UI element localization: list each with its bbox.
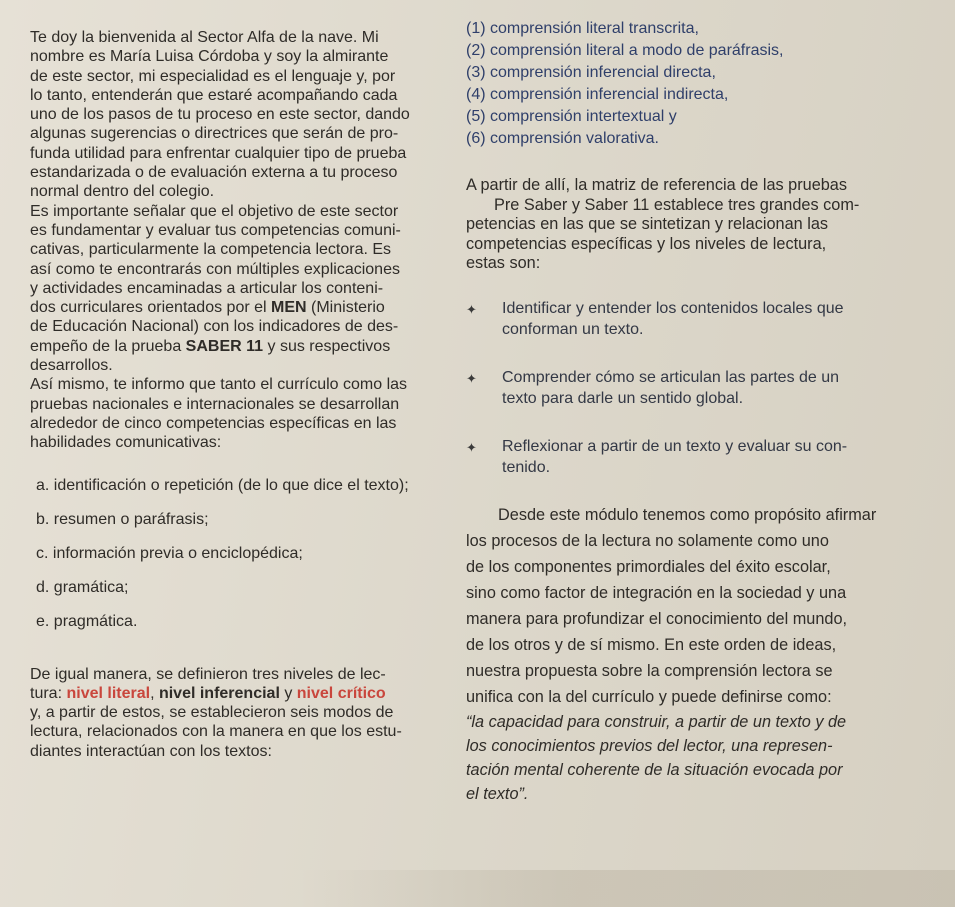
text-line: los conocimientos previos del lector, una represen- xyxy=(466,736,833,755)
text-line: petencias en las que se sintetizan y relacionan las xyxy=(466,215,829,234)
text-line: estandarizada o de evaluación externa a tu proceso xyxy=(30,164,398,182)
welcome-paragraph xyxy=(30,28,440,202)
text-fragment: y xyxy=(279,684,297,702)
level-critico-highlight: nivel crítico xyxy=(296,684,386,702)
purpose-paragraph xyxy=(466,502,948,710)
four-point-star-icon: ✦ xyxy=(466,439,477,455)
saber-11-label: SABER 11 xyxy=(185,337,264,355)
text-line: de los otros y de sí mismo. En este orden de ideas, xyxy=(466,635,837,654)
text-line: sino como factor de integración en la sociedad y una xyxy=(466,583,847,602)
text-line: lo tanto, entenderán que estaré acompañando cada xyxy=(30,86,398,104)
left-column xyxy=(30,28,440,761)
text-line: tenido. xyxy=(502,458,551,476)
text-line: unifica con la del currículo y puede definirse como: xyxy=(466,687,832,706)
list-item: d. gramática; xyxy=(36,578,129,596)
text-line: y actividades encaminadas a articular los conteni- xyxy=(30,279,384,297)
text-line: algunas sugerencias o directrices que serán de pro- xyxy=(30,125,399,143)
text-line: y, a partir de estos, se establecieron seis modos de xyxy=(30,704,394,722)
text-line: cativas, particularmente la competencia lectora. Es xyxy=(30,241,392,259)
reading-comprehension-definition-quote xyxy=(466,710,948,806)
competency-bullet xyxy=(466,298,948,340)
text-line: los procesos de la lectura no solamente como uno xyxy=(466,531,829,550)
text-line: funda utilidad para enfrentar cualquier tipo de prueba xyxy=(30,144,407,162)
text-fragment: empeño de la prueba xyxy=(30,337,186,355)
text-line xyxy=(30,684,440,703)
reading-mode-item: (5) comprensión intertextual y xyxy=(466,108,677,125)
competency-bullet xyxy=(466,436,948,478)
text-line: de los componentes primordiales del éxito escolar, xyxy=(466,557,831,576)
text-line: conforman un texto. xyxy=(502,320,644,338)
objective-paragraph xyxy=(30,202,440,376)
page-bottom-decoration xyxy=(300,870,955,907)
text-line: texto para darle un sentido global. xyxy=(502,389,744,407)
text-line: Así mismo, te informo que tanto el currículo como las xyxy=(30,376,408,394)
text-line: desarrollos. xyxy=(30,357,113,375)
competencies-list xyxy=(30,469,440,639)
text-line: Comprender cómo se articulan las partes de un xyxy=(502,368,840,386)
text-line xyxy=(30,337,440,356)
reading-mode-item: (6) comprensión valorativa. xyxy=(466,130,659,147)
reading-levels-paragraph xyxy=(30,665,440,761)
reading-mode-item: (4) comprensión inferencial indirecta, xyxy=(466,86,729,103)
text-line: de Educación Nacional) con los indicadores de des- xyxy=(30,318,399,336)
text-line: Identificar y entender los contenidos locales que xyxy=(502,299,844,317)
text-line: es fundamentar y evaluar tus competencias comuni- xyxy=(30,221,401,239)
text-line: “la capacidad para construir, a partir de un texto y de xyxy=(466,712,847,731)
curriculum-paragraph xyxy=(30,375,440,452)
text-fragment: (Ministerio xyxy=(306,299,385,317)
text-line: pruebas nacionales e internacionales se desarrollan xyxy=(30,395,400,413)
text-line: diantes interactúan con los textos: xyxy=(30,742,272,760)
text-line: normal dentro del colegio. xyxy=(30,183,215,201)
text-line: Pre Saber y Saber 11 establece tres grandes com- xyxy=(494,195,860,214)
matrix-paragraph xyxy=(466,176,948,274)
reading-mode-item: (3) comprensión inferencial directa, xyxy=(466,64,716,81)
text-line: A partir de allí, la matriz de referencia de las pruebas xyxy=(466,176,847,194)
text-line: nombre es María Luisa Córdoba y soy la almirante xyxy=(30,48,389,66)
text-line: manera para profundizar el conocimiento del mundo, xyxy=(466,609,848,628)
text-line: alrededor de cinco competencias específicas en las xyxy=(30,414,397,432)
list-item: a. identificación o repetición (de lo que dice el texto); xyxy=(36,476,409,494)
list-item: b. resumen o paráfrasis; xyxy=(36,510,209,528)
text-fragment: dos curriculares orientados por el xyxy=(30,299,272,317)
text-line: nuestra propuesta sobre la comprensión lectora se xyxy=(466,661,833,680)
text-line: Es importante señalar que el objetivo de este sector xyxy=(30,202,399,220)
level-literal-highlight: nivel literal xyxy=(66,684,151,702)
text-line: de este sector, mi especialidad es el lenguaje y, por xyxy=(30,67,396,85)
text-fragment: , xyxy=(150,684,159,702)
text-line: competencias específicas y los niveles de lectura, xyxy=(466,234,827,253)
text-line: Desde este módulo tenemos como propósito afirmar xyxy=(498,505,877,524)
text-fragment: y sus respectivos xyxy=(263,337,391,355)
reading-mode-item: (2) comprensión literal a modo de paráfrasis, xyxy=(466,42,784,59)
text-line: Reflexionar a partir de un texto y evaluar su con- xyxy=(502,437,848,455)
level-inferencial: nivel inferencial xyxy=(158,684,280,702)
text-line: estas son: xyxy=(466,254,541,273)
reading-modes-list xyxy=(466,18,948,150)
reading-mode-item: (1) comprensión literal transcrita, xyxy=(466,20,699,37)
text-line: tación mental coherente de la situación evocada por xyxy=(466,760,843,779)
text-line: el texto”. xyxy=(466,784,529,803)
competency-bullet xyxy=(466,367,948,409)
four-point-star-icon: ✦ xyxy=(466,301,477,317)
text-line: habilidades comunicativas: xyxy=(30,434,222,452)
men-acronym: MEN xyxy=(271,299,307,317)
text-line: Te doy la bienvenida al Sector Alfa de la nave. Mi xyxy=(30,29,379,46)
text-line xyxy=(30,298,440,317)
list-item: c. información previa o enciclopédica; xyxy=(36,544,303,562)
text-line: De igual manera, se definieron tres niveles de lec- xyxy=(30,665,386,683)
four-point-star-icon: ✦ xyxy=(466,370,477,386)
text-line: lectura, relacionados con la manera en que los estu- xyxy=(30,723,402,741)
text-line: así como te encontrarás con múltiples explicaciones xyxy=(30,260,400,278)
right-column xyxy=(466,18,948,806)
list-item: e. pragmática. xyxy=(36,612,138,630)
text-fragment: tura: xyxy=(30,684,67,702)
text-line: uno de los pasos de tu proceso en este sector, dando xyxy=(30,106,410,124)
